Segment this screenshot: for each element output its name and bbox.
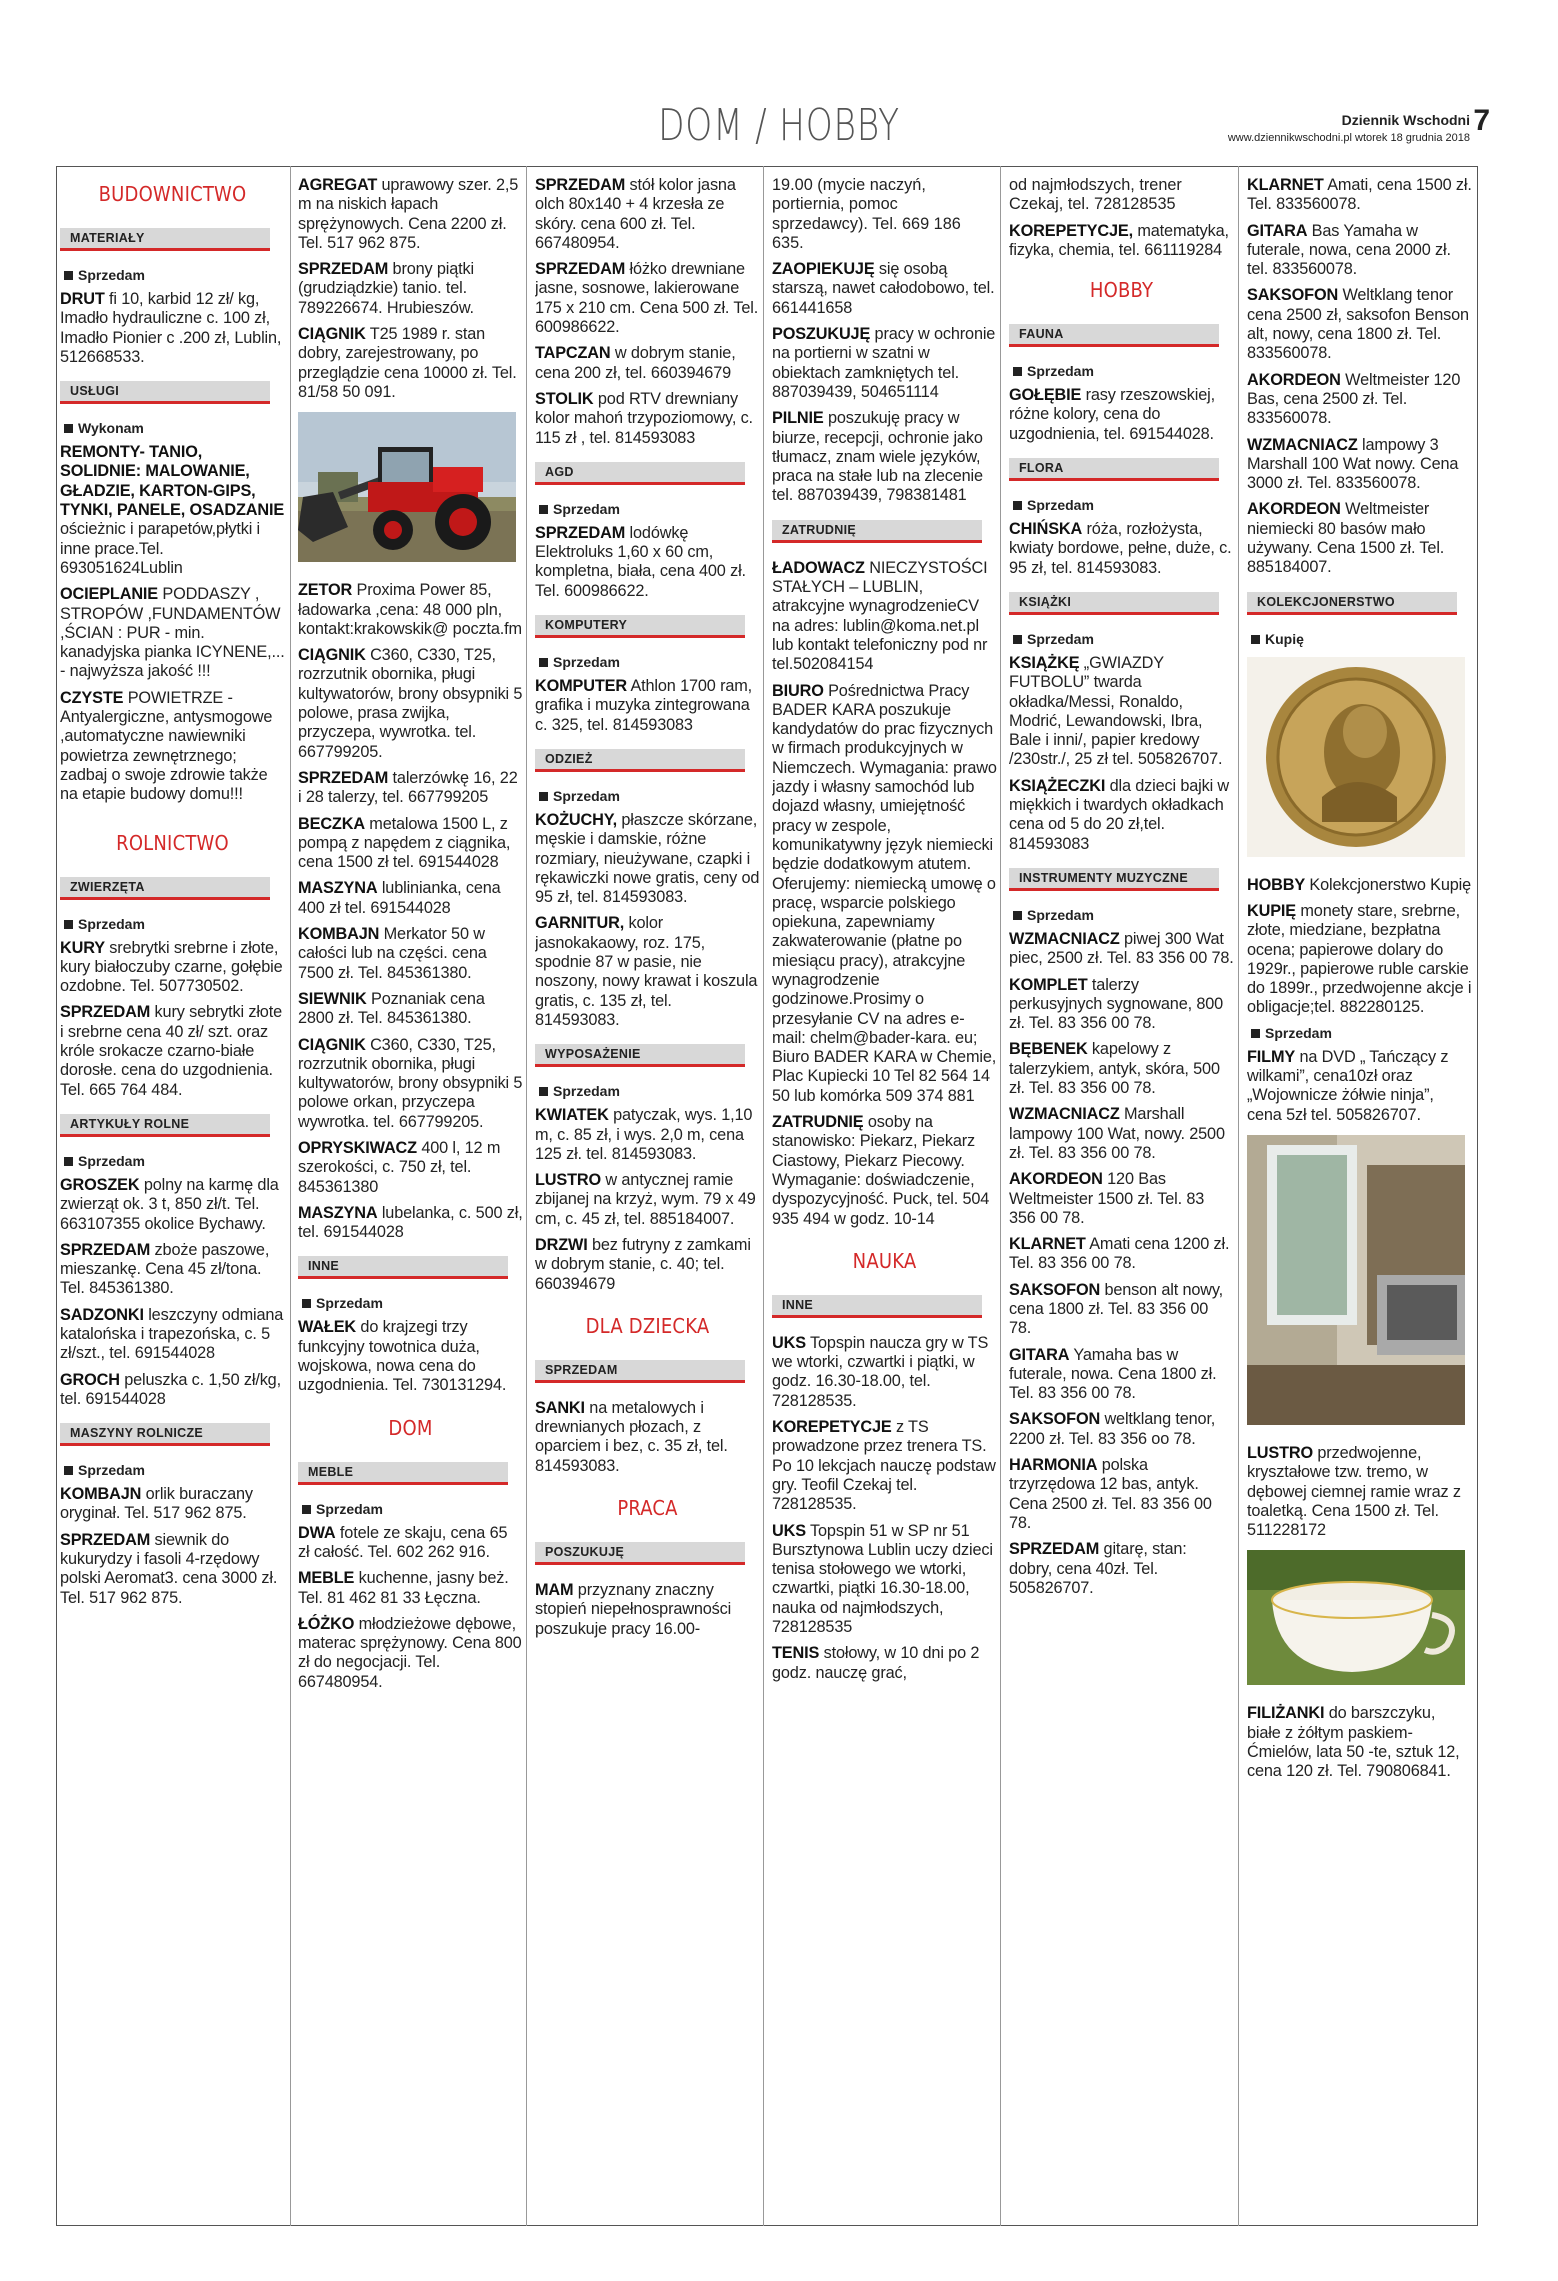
category-header-inne: INNE	[298, 1256, 508, 1279]
classified-ad: KSIĄŻECZKI dla dzieci bajki w miękkich i twardych okładkach cena od 5 do 20 zł,tel. 814593083	[1009, 776, 1230, 853]
classified-ad: LUSTRO przedwojenne, kryształowe tzw. tremo, w dębowej ciemnej ramie wraz z toaletką. Cena 1500 zł. Tel. 511228172	[1247, 1443, 1461, 1540]
classified-ad: SPRZEDAM stół kolor jasna olch 80x140 + 4 krzesła ze skóry. cena 600 zł. Tel. 667480954.	[535, 176, 736, 252]
category-header-komputery: KOMPUTERY	[535, 615, 745, 638]
classified-ad: SPRZEDAM kury sebrytki złote i srebrne cena 40 zł/ szt. oraz króle srokacze czarno-białe dorosłe. cena do uzgodnienia. Tel. 665 764 484.	[60, 1003, 282, 1099]
subcategory-kupie: Kupię	[1251, 631, 1472, 647]
subcategory-sprzedam: Sprzedam	[539, 654, 760, 670]
classified-ad: TAPCZAN w dobrym stanie, cena 200 zł, tel. 660394679	[535, 344, 736, 382]
column-5	[1009, 176, 1234, 2216]
section-header-dom: DOM	[388, 1415, 433, 1440]
classified-ad: GROSZEK polny na karmę dla zwierząt ok. 3 t, 850 zł/t. Tel. 663107355 okolice Bychawy.	[60, 1175, 279, 1233]
page-number: 7	[1473, 104, 1490, 137]
subcategory-sprzedam: Sprzedam	[1251, 1025, 1472, 1041]
category-header-wyposazenie: WYPOSAŻENIE	[535, 1044, 745, 1067]
classified-ad: AKORDEON 120 Bas Weltmeister 1500 zł. Tel. 83 356 00 78.	[1009, 1170, 1205, 1227]
classified-ad: UKS Topspin naucza gry w TS we wtorki, czwartki i piątki, w godz. 16.30-18.00, tel. 728128535.	[772, 1333, 989, 1410]
classified-ad: KSIĄŻKĘ „GWIAZDY FUTBOLU” twarda okładka/Messi, Ronaldo, Modrić, Lewandowski, Ibra, Bale i inni/, papier kredowy /230str./, 25 zł tel. 505826707.	[1009, 653, 1223, 769]
section-header-rolnictwo: ROLNICTWO	[116, 830, 229, 855]
classified-ad: WZMACNIACZ lampowy 3 Marshall 100 Wat nowy. Cena 3000 zł. Tel. 833560078.	[1247, 435, 1459, 493]
section-header-budownictwo: BUDOWNICTWO	[98, 182, 247, 206]
classified-ad: FILMY na DVD „ Tańczący z wilkami”, cena10zł oraz „Wojownicze żółwie ninja”, cena 5zł tel. 505826707.	[1247, 1047, 1449, 1124]
classified-ad: SPRZEDAM łóżko drewniane jasne, sosnowe, lakierowane 175 x 210 cm. Cena 500 zł. Tel. 600986622.	[535, 260, 759, 337]
classified-ad: CIĄGNIK C360, C330, T25, rozrzutnik obornika, pługi kultywatorów, brony obsypniki 5 polowe, prasa zwijka, przyczepa, wywrotka. tel. 667799205.	[298, 646, 523, 761]
subcategory-sprzedam: Sprzedam	[64, 1462, 285, 1478]
subcategory-sprzedam: Sprzedam	[1013, 497, 1234, 513]
classified-ad: SPRZEDAM lodówkę Elektroluks 1,60 x 60 cm, kompletna, biała, cena 400 zł. Tel. 600986622.	[535, 523, 746, 600]
subcategory-sprzedam: Sprzedam	[64, 267, 285, 283]
classified-ad: AGREGAT uprawowy szer. 2,5 m na niskich łapach sprężynowych. Cena 2200 zł. Tel. 517 962 875.	[298, 176, 519, 252]
classified-ad: FILIŻANKI do barszczyku, białe z żółtym paskiem-Ćmielów, lata 50 -te, sztuk 12, cena 120 zł. Tel. 790806841.	[1247, 1704, 1460, 1781]
category-header-materialy: MATERIAŁY	[60, 228, 270, 251]
classified-ad: LUSTRO w antycznej ramie zbijanej na krzyż, wym. 79 x 49 cm, c. 45 zł, tel. 885184007.	[535, 1171, 756, 1228]
classified-ad: DRUT fi 10, karbid 12 zł/ kg, Imadło hydrauliczne c. 100 zł, Imadło Pionier c .200 zł, Lublin, 512668533.	[60, 290, 282, 366]
subcategory-sprzedam: Sprzedam	[64, 1153, 285, 1169]
classified-ad: SPRZEDAM gitarę, stan: dobry, cena 40zł. Tel. 505826707.	[1009, 1540, 1187, 1597]
classified-ad: GROCH peluszka c. 1,50 zł/kg, tel. 691544028	[60, 1370, 281, 1408]
classified-ad: SAKSOFON Weltklang tenor cena 2500 zł, saksofon Benson alt, nowy, cena 1800 zł. Tel. 833560078.	[1247, 286, 1469, 363]
classified-ad-continued: 19.00 (mycie naczyń, portiernia, pomoc sprzedawcy). Tel. 669 186 635.	[772, 176, 961, 252]
classified-ad: ZAOPIEKUJĘ się osobą starszą, nawet całodobowo, tel. 661441658	[772, 260, 995, 317]
page-section-title: DOM / HOBBY	[658, 100, 900, 151]
classified-ad: CHIŃSKA róża, rozłożysta, kwiaty bordowe, pełne, duże, c. 95 zł, tel. 814593083.	[1009, 520, 1232, 577]
column-3	[535, 176, 760, 2216]
category-header-sprzedam: SPRZEDAM	[535, 1360, 745, 1383]
classified-ad: OCIEPLANIE PODDASZY , STROPÓW ,FUNDAMENTÓW ,ŚCIAN : PUR - min. kanadyjska pianka ICYNENE,... - najwyższa jakość !!!	[60, 585, 285, 681]
classified-ad: GOŁĘBIE rasy rzeszowskiej, różne kolory, cena do uzgodnienia, tel. 691544028.	[1009, 386, 1215, 443]
newspaper-brand: Dziennik Wschodni	[1341, 112, 1470, 128]
classified-ad: KOREPETYCJE, matematyka, fizyka, chemia, tel. 661119284	[1009, 221, 1229, 259]
url-date: www.dziennikwschodni.pl wtorek 18 grudnia 2018	[1227, 132, 1470, 144]
classified-ad: BĘBENEK kapelowy z talerzykiem, antyk, skóra, 500 zł. Tel. 83 356 00 78.	[1009, 1040, 1220, 1098]
column-divider	[526, 166, 527, 2226]
classified-ad: DRZWI bez futryny z zamkami w dobrym stanie, c. 40; tel. 660394679	[535, 1235, 751, 1293]
classified-ad: KOMBAJN Merkator 50 w całości lub na części. cena 7500 zł. Tel. 845361380.	[298, 925, 487, 982]
classified-ad: ZATRUDNIĘ osoby na stanowisko: Piekarz, Piekarz Ciastowy, Piekarz Piecowy. Wymaganie: doświadczenie, dyspozycyjność. Puck, tel. 504 935 494 w godz. 10-14	[772, 1113, 990, 1228]
tractor-photo	[298, 412, 523, 567]
category-header-poszukuje: POSZUKUJĘ	[535, 1542, 745, 1565]
classified-ad: DWA fotele ze skaju, cena 65 zł całość. Tel. 602 262 916.	[298, 1523, 508, 1561]
classified-ad: REMONTY- TANIO, SOLIDNIE: MALOWANIE, GŁADZIE, KARTON-GIPS, TYNKI, PANELE, OSADZANIE ościeżnic i parapetów,płytki i inne prace.Tel. 693051624Lublin	[60, 443, 285, 577]
classified-ad: UKS Topspin 51 w SP nr 51 Bursztynowa Lublin uczy dzieci tenisa stołowego we wtorki, czwartki, piątki 16.30-18.00, nauka od najmłodszych, 728128535	[772, 1521, 993, 1636]
subcategory-sprzedam: Sprzedam	[1013, 363, 1234, 379]
classified-ad: CIĄGNIK T25 1989 r. stan dobry, zarejestrowany, po przeglądzie cena 10000 zł. Tel. 81/58 50 091.	[298, 325, 517, 401]
classified-ad: KOREPETYCJE z TS prowadzone przez trenera TS. Po 10 lekcjach nauczę podstaw gry. Teofil Czekaj tel. 728128535.	[772, 1418, 996, 1514]
column-4	[772, 176, 997, 2216]
category-header-artykuly-rolne: ARTYKUŁY ROLNE	[60, 1114, 270, 1137]
classified-ad: SPRZEDAM brony piątki (grudziądzkie) tanio. tel. 789226674. Hrubieszów.	[298, 260, 475, 317]
classified-ad: CIĄGNIK C360, C330, T25, rozrzutnik obornika, pługi kultywatorów, brony obsypniki 5 polowe orkan, przyczepa wywrotka. tel. 667799205.	[298, 1035, 523, 1131]
category-header-meble: MEBLE	[298, 1462, 508, 1485]
classified-ad: KOMPUTER Athlon 1700 ram, grafika i muzyka zintegrowana c. 325, tel. 814593083	[535, 677, 753, 734]
classified-ad: OPRYSKIWACZ 400 l, 12 m szerokości, c. 750 zł, tel. 845361380	[298, 1138, 501, 1196]
classified-ad: KURY srebrytki srebrne i złote, kury białoczuby czarne, gołębie ozdobne. Tel. 507730502.	[60, 938, 283, 996]
column-1	[60, 176, 285, 2216]
classified-ad: MEBLE kuchenne, jasny beż. Tel. 81 462 81 33 Łęczna.	[298, 1569, 509, 1607]
classified-ad: GARNITUR, kolor jasnokakaowy, roz. 175, spodnie 87 w pasie, nie noszony, nowy krawat i koszula gratis, c. 135 zł, tel. 814593083.	[535, 914, 758, 1029]
classified-ad: SPRZEDAM zboże paszowe, mieszankę. Cena 45 zł/tona. Tel. 845361380.	[60, 1240, 270, 1298]
subcategory-sprzedam: Sprzedam	[1013, 631, 1234, 647]
classified-ad: BIURO Pośrednictwa Pracy BADER KARA poszukuje kandydatów do prac fizycznych w firmach produkcyjnych w Niemczech. Wymagania: prawo jazdy i własny samochód lub dojazd własny, umiejętność pracy w zespole, komunikatywny język niemiecki będzie dodatkowym atutem. Oferujemy: niemiecką umowę o pracę, wsparcie polskiego opiekuna, zapewniamy zakwaterowanie (płatne po miesiącu pracy), atrakcyjne wynagrodzenie godzinowe.Prosimy o przesyłanie CV na adres e-mail: chelm@bader-kara. eu; Biuro BADER KARA w Chemie, Plac Kupiecki 10 Tel 82 564 14 50 lub komórka 509 374 881	[772, 681, 997, 1105]
classified-ad: KLARNET Amati cena 1200 zł. Tel. 83 356 00 78.	[1009, 1235, 1230, 1273]
classified-ad: KOŻUCHY, płaszcze skórzane, męskie i damskie, różne rozmiary, nieużywane, czapki i rękawiczki nowe gratis, ceny od 95 zł, tel. 814593083.	[535, 810, 760, 907]
subcategory-sprzedam: Sprzedam	[64, 916, 285, 932]
classified-ad: SPRZEDAM talerzówkę 16, 22 i 28 talerzy, tel. 667799205	[298, 768, 518, 807]
category-header-uslugi: USŁUGI	[60, 381, 270, 404]
subcategory-sprzedam: Sprzedam	[302, 1501, 523, 1517]
classified-ad: TENIS stołowy, w 10 dni po 2 godz. nauczę grać,	[772, 1644, 980, 1682]
column-divider	[1238, 166, 1239, 2226]
column-divider	[290, 166, 291, 2226]
classified-ad: MASZYNA lubelanka, c. 500 zł, tel. 691544028	[298, 1203, 523, 1242]
classified-ad: SPRZEDAM siewnik do kukurydzy i fasoli 4-rzędowy polski Aeromat3. cena 3000 zł. Tel. 517 962 875.	[60, 1530, 278, 1607]
subcategory-sprzedam: Sprzedam	[1013, 907, 1234, 923]
classified-ad: MASZYNA lublinianka, cena 400 zł tel. 691544028	[298, 879, 501, 917]
column-divider	[763, 166, 764, 2226]
category-header-inne: INNE	[772, 1295, 982, 1318]
subcategory-sprzedam: Sprzedam	[539, 501, 760, 517]
classified-ad: WZMACNIACZ Marshall lampowy 100 Wat, nowy. 2500 zł. Tel. 83 356 00 78.	[1009, 1105, 1225, 1162]
subcategory-sprzedam: Sprzedam	[302, 1295, 523, 1311]
classified-ad: SAKSOFON weltklang tenor, 2200 zł. Tel. 83 356 oo 78.	[1009, 1410, 1216, 1448]
classified-ad: SIEWNIK Poznaniak cena 2800 zł. Tel. 845361380.	[298, 989, 485, 1028]
classified-ad: POSZUKUJĘ pracy w ochronie na portierni w szatni w obiektach zamkniętych tel. 887039439, 504651114	[772, 325, 996, 401]
classified-ad: KLARNET Amati, cena 1500 zł. Tel. 833560078.	[1247, 176, 1472, 214]
classified-ad-continued: od najmłodszych, trener Czekaj, tel. 728128535	[1009, 176, 1182, 214]
category-header-flora: FLORA	[1009, 458, 1219, 481]
classified-ad: KOMPLET talerzy perkusyjnych sygnowane, 800 zł. Tel. 83 356 00 78.	[1009, 975, 1224, 1033]
classified-ad: AKORDEON Weltmeister 120 Bas, cena 2500 zł. Tel. 833560078.	[1247, 370, 1461, 428]
classified-ad: BECZKA metalowa 1500 L, z pompą z napędem z ciągnika, cena 1500 zł tel. 691544028	[298, 814, 511, 872]
classified-ad: WZMACNIACZ piwej 300 Wat piec, 2500 zł. Tel. 83 356 00 78.	[1009, 929, 1234, 968]
category-header-agd: AGD	[535, 462, 745, 485]
classified-ad: SANKI na metalowych i drewnianych płozach, z oparciem i bez, c. 35 zł, tel. 814593083.	[535, 1398, 728, 1475]
classified-ad: MAM przyznany znaczny stopień niepełnosprawności poszukuje pracy 16.00-	[535, 1581, 732, 1638]
classified-ad: AKORDEON Weltmeister niemiecki 80 basów mało używany. Cena 1500 zł. Tel. 885184007.	[1247, 500, 1445, 577]
classified-ad: PILNIE poszukuję pracy w biurze, recepcji, ochronie jako tłumacz, znam wiele języków, praca na stałe lub na zlecenie tel. 887039439, 798381481	[772, 409, 983, 505]
coin-photo	[1247, 657, 1472, 862]
section-header-dla-dziecka: DLA DZIECKA	[585, 1313, 710, 1338]
subcategory-sprzedam: Sprzedam	[539, 788, 760, 804]
classified-ad: ŁADOWACZ NIECZYSTOŚCI STAŁYCH – LUBLIN, atrakcyjne wynagrodzenieCV na adres: lublin@koma.net.pl lub kontakt telefoniczny pod nr tel.502084154	[772, 558, 988, 674]
section-header-nauka: NAUKA	[852, 1248, 917, 1273]
classified-ad: ŁÓŻKO młodzieżowe dębowe, materac sprężynowy. Cena 800 zł do negocjacji. Tel. 667480954.	[298, 1614, 522, 1691]
section-header-hobby: HOBBY	[1089, 278, 1154, 303]
category-header-zatrudnie: ZATRUDNIĘ	[772, 520, 982, 543]
classified-ad: HARMONIA polska trzyrzędowa 12 bas, antyk. Cena 2500 zł. Tel. 83 356 00 78.	[1009, 1456, 1212, 1532]
category-header-instrumenty: INSTRUMENTY MUZYCZNE	[1009, 868, 1219, 891]
classified-ad: GITARA Yamaha bas w futerale, nowa. Cena 1800 zł. Tel. 83 356 00 78.	[1009, 1345, 1217, 1403]
classified-ad: KOMBAJN orlik buraczany oryginał. Tel. 517 962 875.	[60, 1485, 253, 1523]
classified-ad: KWIATEK patyczak, wys. 1,10 m, c. 85 zł, i wys. 2,0 m, cena 125 zł. tel. 814593083.	[535, 1106, 753, 1163]
column-6	[1247, 176, 1472, 2216]
category-header-odziez: ODZIEŻ	[535, 749, 745, 772]
teacup-photo	[1247, 1550, 1472, 1690]
mirror-photo	[1247, 1135, 1472, 1430]
category-header-maszyny-rolnicze: MASZYNY ROLNICZE	[60, 1423, 270, 1446]
column-2	[298, 176, 523, 2216]
classified-ad: STOLIK pod RTV drewniany kolor mahoń trzypoziomowy, c. 115 zł , tel. 814593083	[535, 389, 753, 447]
subcategory-sprzedam: Sprzedam	[539, 1083, 760, 1099]
category-header-fauna: FAUNA	[1009, 324, 1219, 347]
classified-ad: ZETOR Proxima Power 85, ładowarka ,cena: 48 000 pln, kontakt:krakowskik@ poczta.fm	[298, 581, 522, 638]
classified-ad: GITARA Bas Yamaha w futerale, nowa, cena 2000 zł. tel. 833560078.	[1247, 221, 1451, 279]
category-header-kolekcjonerstwo: KOLEKCJONERSTWO	[1247, 592, 1457, 615]
category-header-ksiazki: KSIĄŻKI	[1009, 592, 1219, 615]
classified-ad: SAKSOFON benson alt nowy, cena 1800 zł. Tel. 83 356 00 78.	[1009, 1280, 1224, 1338]
classified-ad: KUPIĘ monety stare, srebrne, złote, miedziane, bezpłatna ocena; papierowe dolary do 1929r., papierowe ruble carskie do 1899r., przedwojenne akcje i obligacje;tel. 882280125.	[1247, 901, 1472, 1017]
section-header-praca: PRACA	[617, 1496, 678, 1521]
category-header-zwierzeta: ZWIERZĘTA	[60, 877, 270, 900]
classified-ad: HOBBY Kolekcjonerstwo Kupię	[1247, 875, 1471, 894]
classified-ad: WAŁEK do krajzegi trzy funkcyjny towotnica duża, wojskowa, nowa cena do uzgodnienia. Tel. 730131294.	[298, 1318, 507, 1395]
classified-ad: SADZONKI leszczyny odmiana katalońska i trapezońska, c. 5 zł/szt., tel. 691544028	[60, 1305, 284, 1363]
classified-ad: CZYSTE POWIETRZE - Antyalergiczne, antysmogowe ,automatyczne nawiewniki powietrza zewnętrznego; zadbaj o swoje zdrowie także na etapie budowy domu!!!	[60, 688, 273, 804]
subcategory-wykonam: Wykonam	[64, 420, 285, 436]
column-divider	[1000, 166, 1001, 2226]
